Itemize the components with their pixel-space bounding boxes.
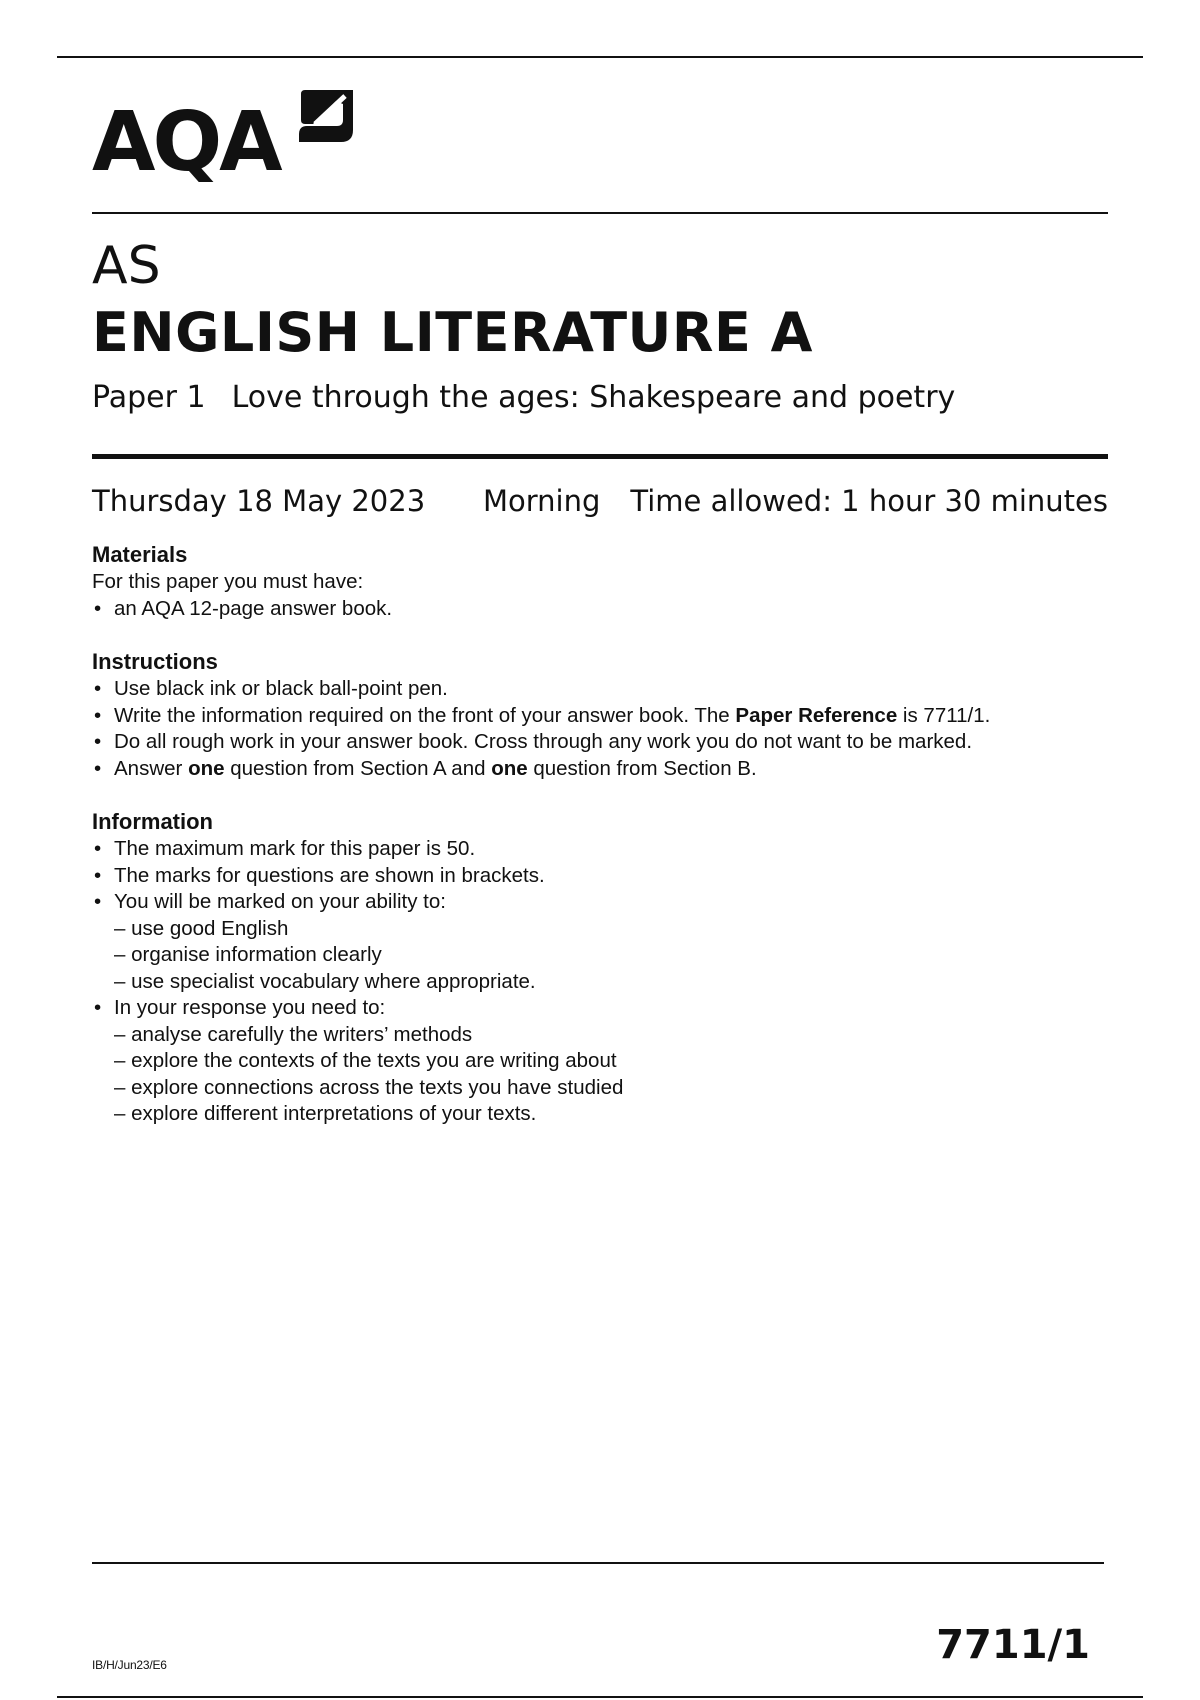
information-subitem: – explore the contexts of the texts you are writing about	[114, 1049, 617, 1072]
exam-session: Morning	[483, 484, 601, 518]
information-subitem: – analyse carefully the writers’ methods	[114, 1022, 473, 1046]
paper-line	[92, 378, 955, 418]
instruction-text: question from Section B.	[527, 756, 757, 780]
materials-intro: For this paper you must have:	[92, 570, 364, 593]
paper-code: 7711/1	[936, 1622, 1090, 1668]
information-subitem: – explore connections across the texts you have studied	[114, 1075, 624, 1099]
aqa-leaf-logo-icon	[299, 86, 355, 146]
emphasis-one: one	[491, 756, 528, 780]
information-subitem: – organise information clearly	[114, 943, 382, 966]
emphasis-one: one	[188, 756, 225, 780]
instructions-heading: Instructions	[92, 649, 218, 674]
information-subitem: – use good English	[114, 916, 289, 940]
instruction-text: Write the information required on the front of your answer book. The	[114, 703, 736, 727]
bottom-rule	[57, 1696, 1143, 1698]
thick-rule	[92, 454, 1108, 459]
instruction-item: • Do all rough work in your answer book. Cross through any work you do not want to be marked.	[92, 729, 1102, 756]
exam-details	[92, 481, 1108, 521]
information-subitem: – explore different interpretations of your texts.	[114, 1102, 537, 1125]
subject-title: ENGLISH LITERATURE A	[92, 301, 813, 364]
instruction-item	[92, 756, 1102, 783]
paper-number: Paper 1	[92, 380, 206, 415]
footer-rule	[92, 1562, 1104, 1564]
information-heading: Information	[92, 809, 213, 834]
aqa-logo	[92, 84, 280, 190]
materials-section	[92, 541, 1102, 622]
information-item	[92, 995, 1102, 1128]
aqa-logo-text: AQA	[92, 95, 280, 190]
header-rule	[92, 212, 1108, 214]
information-item: • The marks for questions are shown in brackets.	[92, 863, 1102, 890]
materials-heading: Materials	[92, 542, 188, 567]
document-reference: IB/H/Jun23/E6	[92, 1658, 167, 1672]
information-subitem: – use specialist vocabulary where appropriate.	[114, 969, 536, 993]
qualification-level: AS	[92, 236, 161, 296]
exam-date: Thursday 18 May 2023	[92, 484, 426, 518]
time-allowed: Time allowed: 1 hour 30 minutes	[630, 484, 1108, 518]
instruction-text: is 7711/1.	[897, 703, 991, 727]
instruction-text: question from Section A and	[224, 756, 492, 780]
instructions-section	[92, 648, 1102, 782]
paper-title: Love through the ages: Shakespeare and poetry	[231, 380, 956, 415]
top-rule	[57, 56, 1143, 58]
information-text: You will be marked on your ability to:	[114, 890, 446, 913]
paper-reference-label: Paper Reference	[735, 703, 898, 727]
information-section	[92, 808, 1102, 1128]
information-item	[92, 889, 1102, 995]
instruction-item: • Use black ink or black ball-point pen.	[92, 676, 1102, 703]
information-text: In your response you need to:	[114, 996, 386, 1019]
instruction-item	[92, 703, 1102, 730]
instruction-text: Answer	[114, 756, 189, 780]
information-item: • The maximum mark for this paper is 50.	[92, 836, 1102, 863]
materials-item: • an AQA 12-page answer book.	[92, 596, 1102, 623]
